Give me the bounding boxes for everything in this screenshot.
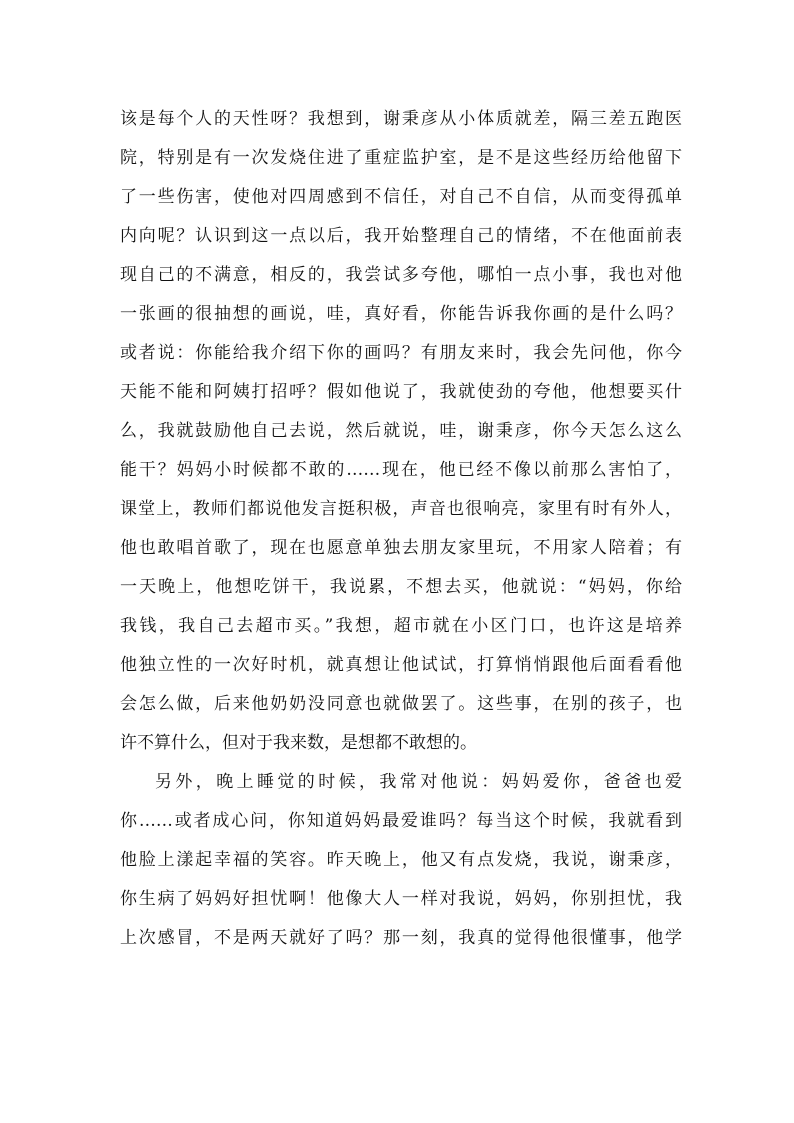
text-line: 另外，晚上睡觉的时候，我常对他说：妈妈爱你，爸爸也爱: [155, 772, 682, 792]
text-line: 了一些伤害，使他对四周感到不信任，对自己不自信，从而变得孤单: [120, 187, 682, 207]
text-line: 上次感冒，不是两天就好了吗？那一刻，我真的觉得他很懂事，他学: [120, 928, 682, 948]
text-line: 你……或者成心问，你知道妈妈最爱谁吗？每当这个时候，我就看到: [120, 811, 682, 831]
text-line: 么，我就鼓励他自己去说，然后就说，哇，谢秉彦，你今天怎么这么: [120, 421, 682, 441]
text-line: 天能不能和阿姨打招呼？假如他说了，我就使劲的夸他，他想要买什: [120, 382, 682, 402]
text-line: 院，特别是有一次发烧住进了重症监护室，是不是这些经历给他留下: [120, 148, 682, 168]
text-line: 他也敢唱首歌了，现在也愿意单独去朋友家里玩，不用家人陪着；有: [120, 538, 682, 558]
text-line: 课堂上，教师们都说他发言挺积极，声音也很响亮，家里有时有外人，: [120, 499, 682, 519]
text-line: 该是每个人的天性呀？我想到，谢秉彦从小体质就差，隔三差五跑医: [120, 109, 682, 129]
text-line: 许不算什么，但对于我来数，是想都不敢想的。: [120, 733, 477, 753]
text-line: 会怎么做，后来他奶奶没同意也就做罢了。这些事，在别的孩子，也: [120, 694, 682, 714]
text-line: 或者说：你能给我介绍下你的画吗？有朋友来时，我会先问他，你今: [120, 343, 682, 363]
text-line: 你生病了妈妈好担忧啊！他像大人一样对我说，妈妈，你别担忧，我: [120, 889, 682, 909]
text-line: 一天晚上，他想吃饼干，我说累，不想去买，他就说：“妈妈，你给: [120, 577, 682, 597]
text-line: 我钱，我自己去超市买。”我想，超市就在小区门口，也许这是培养: [120, 616, 682, 636]
text-line: 一张画的很抽想的画说，哇，真好看，你能告诉我你画的是什么吗？: [120, 304, 682, 324]
text-line: 他独立性的一次好时机，就真想让他试试，打算悄悄跟他后面看看他: [120, 655, 682, 675]
text-line: 内向呢？认识到这一点以后，我开始整理自己的情绪，不在他面前表: [120, 226, 682, 246]
text-line: 他脸上漾起幸福的笑容。昨天晚上，他又有点发烧，我说，谢秉彦，: [120, 850, 682, 870]
text-line: 现自己的不满意，相反的，我尝试多夸他，哪怕一点小事，我也对他: [120, 265, 682, 285]
text-line: 能干？妈妈小时候都不敢的……现在，他已经不像以前那么害怕了，: [120, 460, 682, 480]
